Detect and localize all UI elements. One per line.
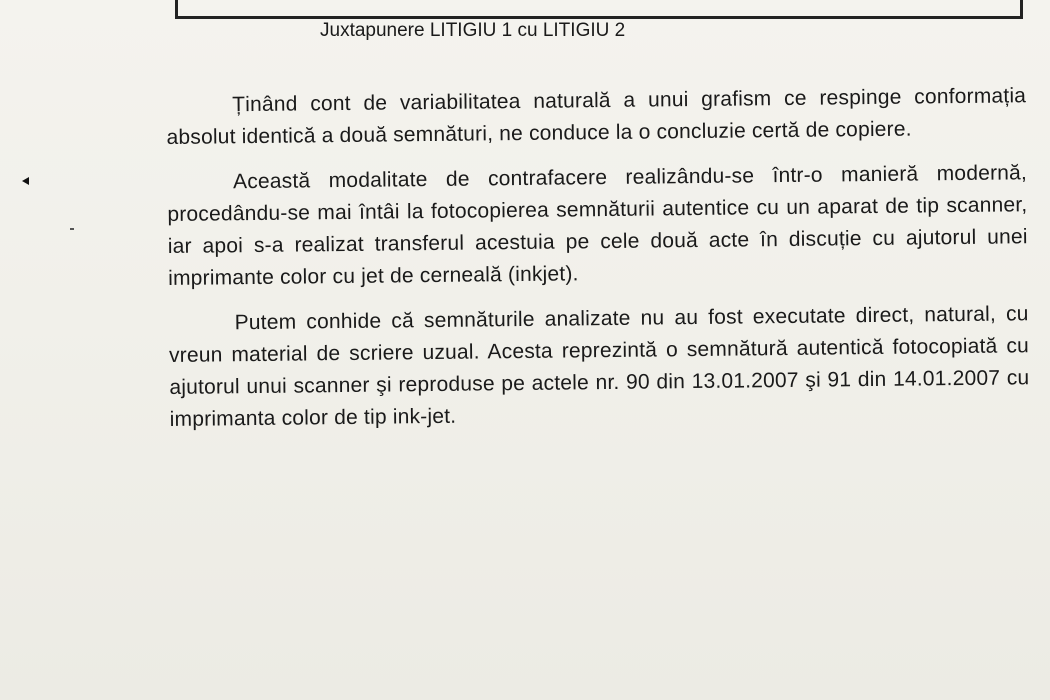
margin-mark (70, 228, 74, 230)
document-body (166, 80, 1030, 449)
paragraph-2: Această modalitate de contrafacere realizându-se într-o manieră modernă, procedându-se mai întâi la fotocopierea semnăturii autentice cu un aparat de tip scanner, iar apoi s-a realizat transferul acestuia pe cele două acte în discuție cu ajutorul unei imprimante color cu jet de cerneală (inkjet). (167, 161, 1028, 290)
left-arrow-icon (22, 177, 29, 185)
paragraph-1: Ținând cont de variabilitatea naturală a unui grafism ce respinge conformația absolut identică a două semnături, ne conduce la o concluzie certă de copiere. (166, 84, 1027, 149)
document-heading: Juxtapunere LITIGIU 1 cu LITIGIU 2 (320, 20, 626, 41)
top-frame-box (175, 0, 1023, 19)
paragraph-3: Putem conhide că semnăturile analizate nu au fost executate direct, natural, cu vreun material de scriere uzual. Acesta reprezintă o semnătură autentică fotocopiată cu ajutorul unui scanner şi reproduse pe actele nr. 90 din 13.01.2007 şi 91 din 14.01.2007 cu imprimanta color de tip ink-jet. (168, 302, 1030, 431)
